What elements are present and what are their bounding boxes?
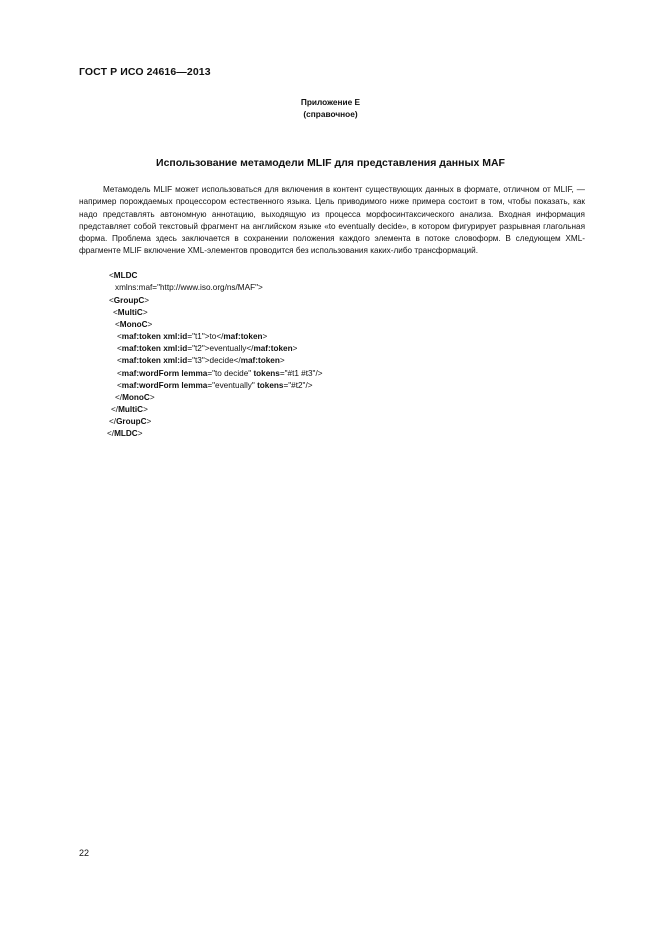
code-line-groupc-open — [109, 295, 149, 307]
code-text: > — [149, 393, 155, 402]
code-tag: maf:token — [223, 332, 263, 341]
code-text: < — [109, 296, 114, 305]
code-tag: GroupC — [116, 417, 147, 426]
code-tag: maf:wordForm lemma — [121, 381, 208, 390]
code-text: </ — [107, 429, 115, 438]
code-text: < — [117, 381, 122, 390]
code-text: ="t3">decide</ — [187, 356, 241, 365]
code-text: > — [147, 320, 153, 329]
code-text: > — [142, 308, 148, 317]
code-tag: MLDC — [113, 271, 138, 280]
code-text: </ — [109, 417, 117, 426]
code-text: > — [144, 296, 150, 305]
code-text: < — [115, 320, 120, 329]
standard-designation: ГОСТ Р ИСО 24616—2013 — [79, 66, 211, 78]
code-text: ="t1">to</ — [187, 332, 224, 341]
code-tag: MultiC — [117, 308, 143, 317]
code-tag: maf:token — [253, 344, 293, 353]
code-text: < — [113, 308, 118, 317]
code-text: < — [117, 344, 122, 353]
code-tag: MonoC — [119, 320, 148, 329]
code-text: </ — [111, 405, 119, 414]
code-text: > — [137, 429, 143, 438]
code-line-token-t2 — [117, 343, 297, 355]
code-text: ="to decide" — [207, 369, 254, 378]
code-line-mldc-close — [107, 428, 143, 440]
code-text: < — [117, 369, 122, 378]
code-text: xmlns:maf="http://www.iso.org/ns/MAF"> — [115, 283, 263, 292]
code-text: > — [143, 405, 148, 414]
code-text: > — [262, 332, 268, 341]
code-tag: tokens — [257, 381, 284, 390]
code-text: < — [117, 356, 122, 365]
code-tag: maf:token — [240, 356, 280, 365]
code-text: ="#t1 #t3"/> — [279, 369, 323, 378]
annex-label: Приложение Е — [300, 97, 361, 107]
code-text: > — [146, 417, 152, 426]
code-line-monoc-open — [115, 319, 152, 331]
code-tag: maf:token xml:id — [121, 344, 188, 353]
code-line-token-t1 — [117, 331, 267, 343]
code-line-monoc-close — [115, 392, 155, 404]
code-text: ="eventually" — [207, 381, 258, 390]
code-tag: MultiC — [118, 405, 144, 414]
code-text: > — [292, 344, 298, 353]
code-line-groupc-close — [109, 416, 151, 428]
code-line-multic-close — [111, 404, 148, 416]
code-tag: MonoC — [122, 393, 150, 402]
code-tag: maf:token xml:id — [121, 356, 188, 365]
code-tag: maf:wordForm lemma — [121, 369, 208, 378]
code-tag: maf:token xml:id — [121, 332, 188, 341]
section-title: Использование метамодели MLIF для представления данных MAF — [156, 157, 505, 169]
code-line-wordform-2 — [117, 380, 313, 392]
code-line-token-t3 — [117, 355, 285, 367]
code-text: > — [279, 356, 285, 365]
code-tag: tokens — [253, 369, 280, 378]
code-text: </ — [115, 393, 123, 402]
page-number: 22 — [79, 848, 90, 858]
annex-type: (справочное) — [303, 109, 358, 119]
code-text: < — [109, 271, 114, 280]
code-text: < — [117, 332, 122, 341]
body-paragraph: Метамодель MLIF может использоваться для включения в контент существующих данных в формате, отличном от MLIF, — например порождаемых процессором естественного языка. Цель приводимого ниже примера состоит в том, чтобы показать, как надо представлять автономную аннотацию, выходящую из процесса морфосинтаксического анализа. Входная информация представляет собой текстовый фрагмент на английском языке «to eventually decide», в котором фигурирует разрывная глагольная форма. Проблема здесь заключается в сохранении положения каждого элемента в потоке словоформ. В следующем XML-фрагменте MLIF включение XML-элементов проводится без использования каких-либо трансформаций. — [79, 185, 586, 256]
code-line-multic-open — [113, 307, 148, 319]
code-tag: GroupC — [113, 296, 145, 305]
code-line-wordform-1 — [117, 368, 323, 380]
code-line-xmlns — [115, 282, 263, 294]
code-tag: MLDC — [114, 429, 138, 438]
code-line-mldc-open — [109, 270, 137, 282]
code-text: ="#t2"/> — [283, 381, 313, 390]
code-text: ="t2">eventually</ — [187, 344, 254, 353]
